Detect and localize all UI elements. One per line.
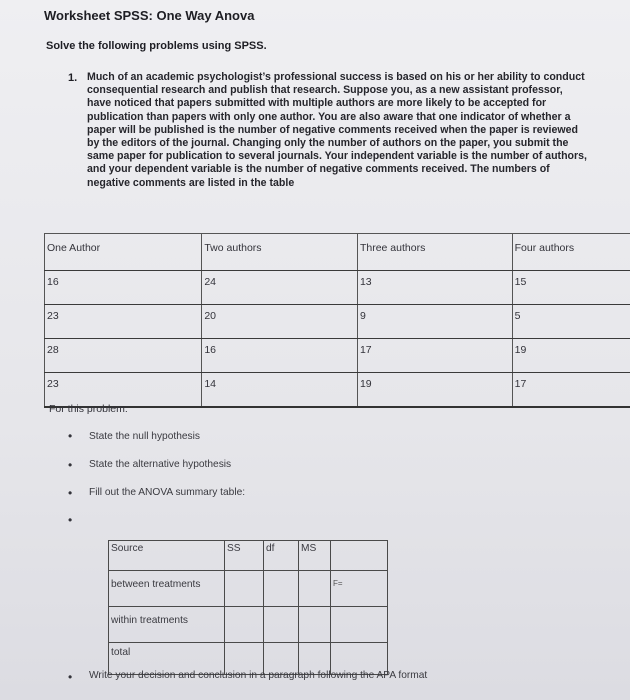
anova-cell: [225, 571, 264, 607]
table-cell: 17: [512, 373, 630, 408]
anova-header-ms: MS: [299, 541, 331, 571]
header-three-authors: Three authors: [357, 234, 512, 271]
table-cell: 23: [45, 373, 202, 408]
anova-cell: [264, 607, 299, 643]
anova-cell: [299, 607, 331, 643]
bullet-fill-anova: Fill out the ANOVA summary table:: [89, 487, 246, 498]
anova-cell-source: between treatments: [109, 571, 225, 607]
bullet-dot: •: [68, 513, 73, 527]
table-cell: 16: [45, 271, 202, 305]
table-cell: 15: [512, 271, 630, 305]
anova-summary-table: [108, 540, 388, 675]
negative-comments-table: [44, 233, 630, 408]
table-row: [45, 339, 630, 373]
table-cell: 17: [357, 339, 512, 373]
anova-cell: [264, 571, 299, 607]
anova-cell: [299, 571, 331, 607]
anova-header-source: Source: [109, 541, 225, 571]
table-cell: 19: [357, 373, 512, 408]
anova-cell: [331, 607, 388, 643]
for-problem-label: For this problem:: [49, 403, 128, 415]
header-two-authors: Two authors: [202, 234, 358, 271]
anova-header-ss: SS: [225, 541, 264, 571]
anova-cell-source: total: [109, 643, 225, 675]
table-cell: 13: [357, 271, 512, 305]
bullet-dot: •: [68, 429, 73, 443]
table-row: [45, 271, 630, 305]
question-text: Much of an academic psychologist’s professional success is based on his or her ability to conduct consequential research and publish that research. Suppose you, as a new assistant professor, have noticed that papers submitted with multiple authors are more likely to be accepted for publication than papers with only one author. You are also aware that one indicator of whether a paper will be published is the number of negative comments received when the paper is reviewed by the editors of the journal. Changing only the number of authors on the paper, you submit the same paper for publication to several journals. Your independent variable is the number of authors, and your dependent variable is the number of negative comments received. The numbers of negative comments are listed in the table: [87, 71, 587, 189]
bullet-dot: •: [68, 486, 73, 500]
anova-cell: [225, 607, 264, 643]
table-cell: 20: [202, 305, 358, 339]
table-cell: 19: [512, 339, 630, 373]
bullet-null-hypothesis: State the null hypothesis: [89, 431, 201, 442]
bullet-dot: •: [68, 670, 73, 684]
table-row: [45, 373, 630, 408]
instructions: Solve the following problems using SPSS.: [46, 40, 267, 52]
bullet-alternative-hypothesis: State the alternative hypothesis: [89, 459, 232, 470]
table-cell: 16: [202, 339, 358, 373]
anova-cell-f: F=: [331, 571, 388, 607]
table-cell: 9: [357, 305, 512, 339]
bullet-dot: •: [68, 458, 73, 472]
anova-header-row: [109, 541, 388, 571]
table-cell: 14: [202, 373, 358, 408]
question-number: 1.: [68, 72, 78, 84]
table-header-row: [45, 234, 630, 271]
table-cell: 23: [45, 305, 202, 339]
anova-header-f: [331, 541, 388, 571]
table-row: [45, 305, 630, 339]
table-cell: 5: [512, 305, 630, 339]
header-four-authors: Four authors: [512, 234, 630, 271]
table-cell: 24: [202, 271, 358, 305]
anova-row-within: [109, 607, 388, 643]
table-cell: 28: [45, 339, 202, 373]
anova-row-between: [109, 571, 388, 607]
bullet-apa-conclusion: Write your decision and conclusion in a paragraph following the APA format: [89, 670, 428, 681]
anova-cell-source: within treatments: [109, 607, 225, 643]
worksheet-title: Worksheet SPSS: One Way Anova: [44, 8, 255, 23]
header-one-author: One Author: [45, 234, 202, 271]
anova-header-df: df: [264, 541, 299, 571]
